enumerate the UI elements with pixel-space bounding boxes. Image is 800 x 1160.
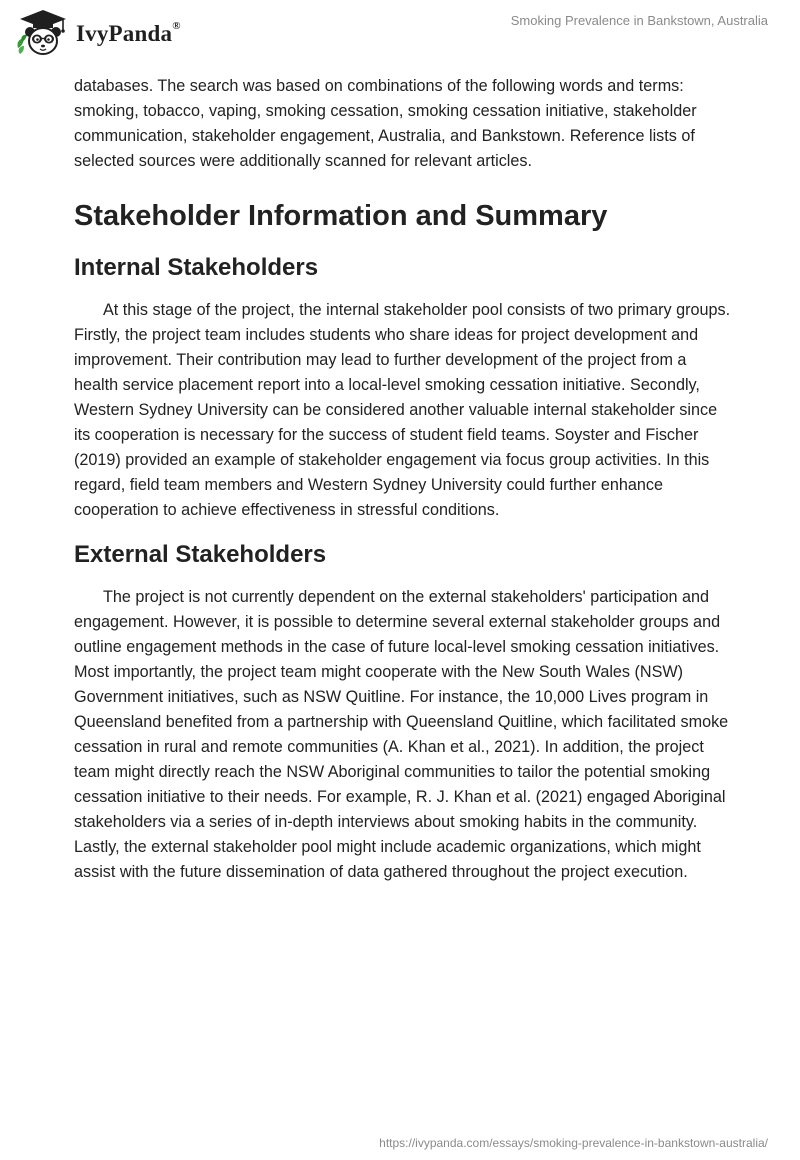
logo-text: IvyPanda [76,21,173,46]
external-stakeholders-paragraph: The project is not currently dependent on the external stakeholders' participation and engagement. However, it is possible to determine several external stakeholder groups and outline engagement methods in the case of future local-level smoking cessation initiatives. Most importantly, the project team might cooperate with the New South Wales (NSW) Government initiatives, such as NSW Quitline. For instance, the 10,000 Lives program in Queensland benefited from a partnership with Queensland Quitline, which facilitated smoke cessation in rural and remote communities (A. Khan et al., 2021). In addition, the project team might directly reach the NSW Aboriginal communities to tailor the potential smoking cessation initiative to their needs. For example, R. J. Khan et al. (2021) engaged Aboriginal stakeholders via a series of in-depth interviews about smoking habits in the community. Lastly, the external stakeholder pool might include academic organizations, which might assist with the future dissemination of data gathered throughout the project execution. [74,588,729,881]
page-header [0,0,800,62]
logo-wordmark [76,21,181,47]
panda-graduate-icon [14,8,72,58]
essay-content [74,74,734,885]
internal-stakeholders-paragraph: At this stage of the project, the internal stakeholder pool consists of two primary groups. Firstly, the project team includes students who share ideas for project development and improvement. Their contribution may lead to further development of the project from a health service placement report into a local-level smoking cessation initiative. Secondly, Western Sydney University can be considered another valuable internal stakeholder since its cooperation is necessary for the success of student field teams. Soyster and Fischer (2019) provided an example of stakeholder engagement via focus group activities. In this regard, field team members and Western Sydney University could further enhance cooperation to achieve effectiveness in stressful conditions. [74,301,731,519]
intro-paragraph: databases. The search was based on combinations of the following words and terms: smoking, tobacco, vaping, smoking cessation, smoking cessation initiative, stakeholder communication, stakeholder engagement, Australia, and Bankstown. Reference lists of selected sources were additionally scanned for relevant articles. [74,77,697,170]
footer-url[interactable]: https://ivypanda.com/essays/smoking-prevalence-in-bankstown-australia/ [379,1136,768,1150]
internal-stakeholders-heading: Internal Stakeholders [74,254,319,281]
registered-mark: ® [172,20,181,33]
section-heading: Stakeholder Information and Summary [74,200,608,232]
external-stakeholders-heading: External Stakeholders [74,541,327,568]
document-title: Smoking Prevalence in Bankstown, Australia [510,13,768,28]
ivypanda-logo[interactable] [14,8,181,58]
